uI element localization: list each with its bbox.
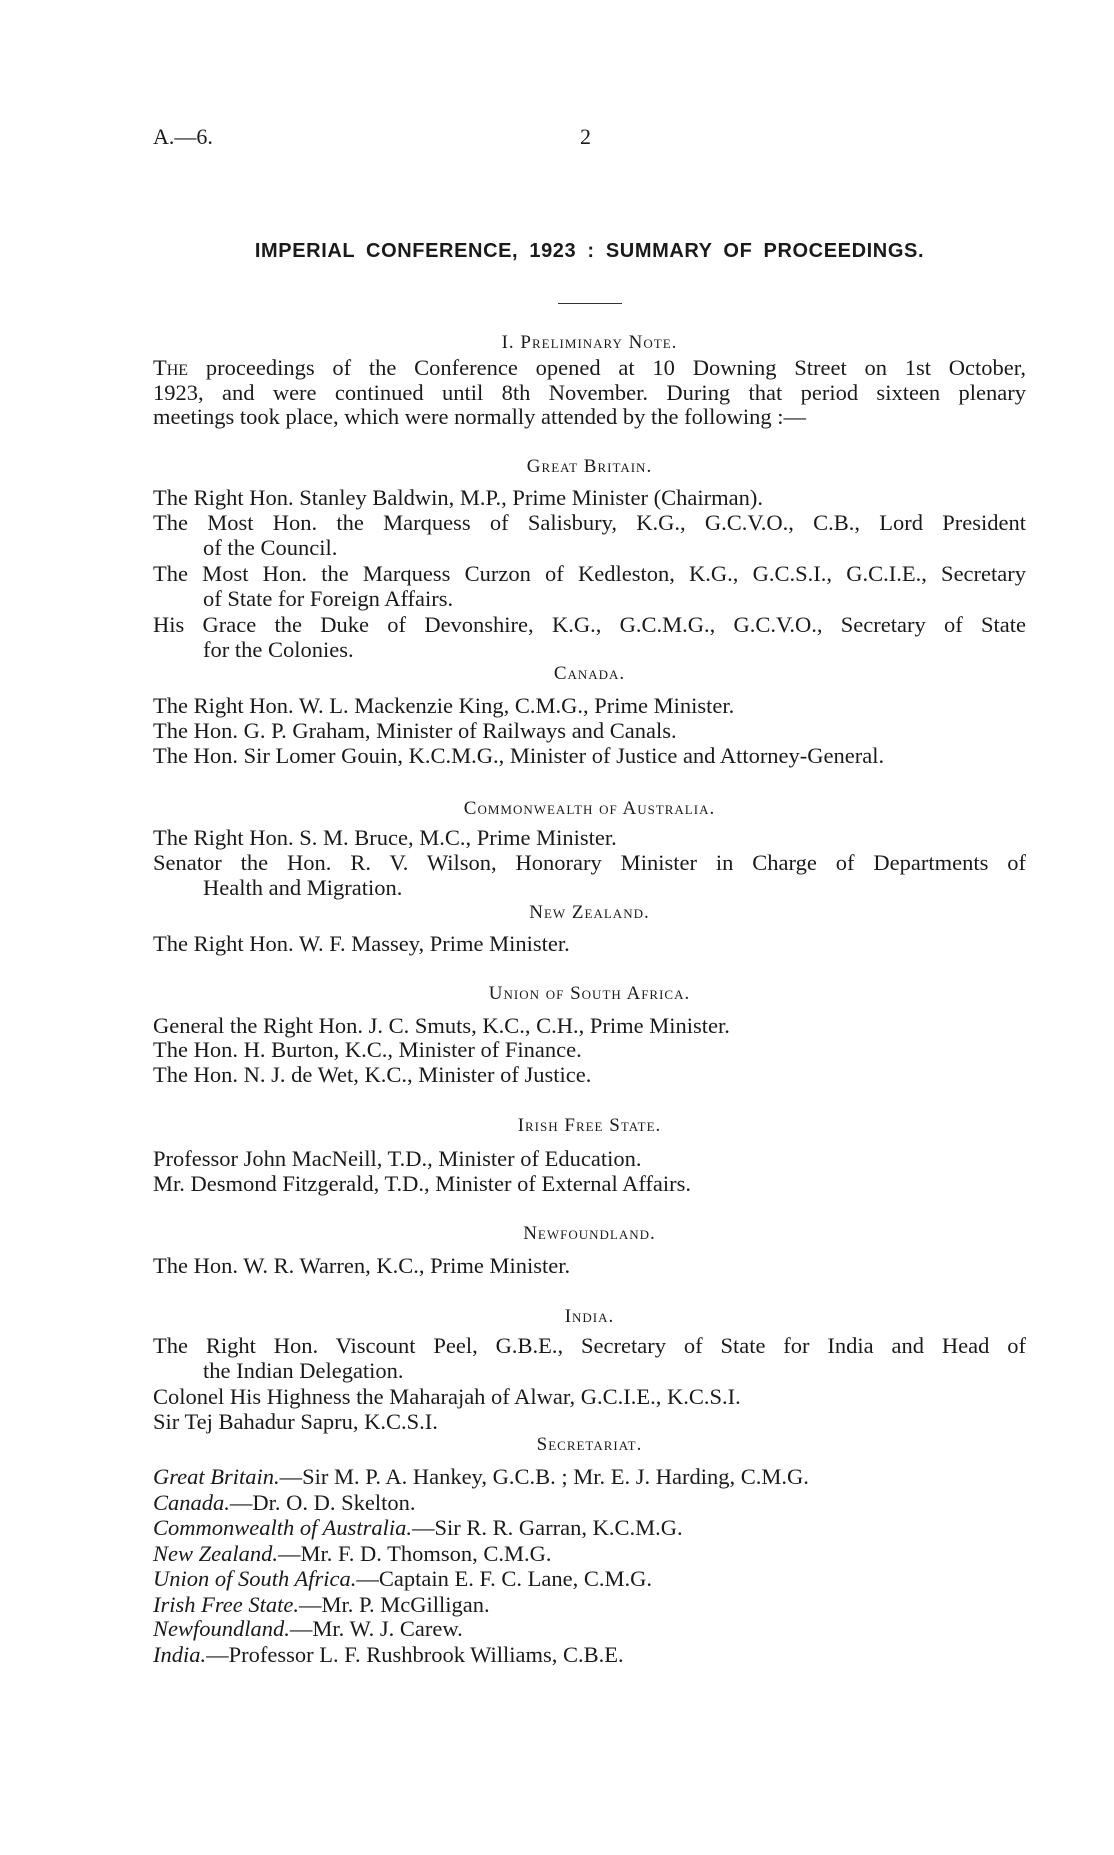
secretariat-country: Great Britain. <box>153 1464 280 1489</box>
secretariat-entry <box>153 1490 1026 1516</box>
secretariat-names: —Sir R. R. Garran, K.C.M.G. <box>411 1515 683 1540</box>
secretariat-entry <box>153 1464 1026 1490</box>
secretariat-names: —Mr. W. J. Carew. <box>289 1616 463 1641</box>
delegation-heading: Irish Free State. <box>517 1115 662 1136</box>
secretariat-country: Canada. <box>153 1490 230 1515</box>
delegate-line: The Hon. W. R. Warren, K.C., Prime Minister. <box>153 1253 571 1278</box>
secretariat-entry <box>153 1566 1026 1592</box>
secretariat-country: Commonwealth of Australia. <box>153 1515 412 1540</box>
delegate-line: The Hon. Sir Lomer Gouin, K.C.M.G., Minister of Justice and Attorney-General. <box>153 743 885 768</box>
delegation-heading: Commonwealth of Australia. <box>463 798 716 819</box>
delegate-line: of the Council. <box>203 535 338 560</box>
secretariat-country: Union of South Africa. <box>153 1566 357 1591</box>
secretariat-names: —Professor L. F. Rushbrook Williams, C.B.E. <box>206 1642 624 1667</box>
secretariat-entry <box>153 1592 1026 1618</box>
delegation-heading: Newfoundland. <box>523 1223 656 1244</box>
delegation-heading: Great Britain. <box>526 456 653 477</box>
delegate-line: the Indian Delegation. <box>203 1358 404 1383</box>
delegate-line: Professor John MacNeill, T.D., Minister of Education. <box>153 1146 642 1171</box>
secretariat-country: Newfoundland. <box>153 1616 290 1641</box>
secretariat-names: —Dr. O. D. Skelton. <box>229 1490 416 1515</box>
secretariat-entry <box>153 1642 1026 1668</box>
delegate-line: His Grace the Duke of Devonshire, K.G., G.C.M.G., G.C.V.O., Secretary of State <box>153 612 1026 637</box>
delegate-line: for the Colonies. <box>203 637 354 662</box>
intro-line <box>153 355 1026 381</box>
intro-line: meetings took place, which were normally attended by the following :— <box>153 404 806 429</box>
delegate-line: Senator the Hon. R. V. Wilson, Honorary Minister in Charge of Departments of <box>153 850 1026 875</box>
delegate-line: The Right Hon. W. L. Mackenzie King, C.M.G., Prime Minister. <box>153 693 735 718</box>
secretariat-country: India. <box>153 1642 207 1667</box>
secretariat-entry <box>153 1515 1026 1541</box>
secretariat-heading: Secretariat. <box>536 1434 643 1455</box>
delegate-line: General the Right Hon. J. C. Smuts, K.C., C.H., Prime Minister. <box>153 1013 730 1038</box>
delegate-line: The Right Hon. Viscount Peel, G.B.E., Secretary of State for India and Head of <box>153 1333 1026 1358</box>
delegation-heading: New Zealand. <box>529 902 650 923</box>
page-title: IMPERIAL CONFERENCE, 1923 : SUMMARY OF PROCEEDINGS. <box>254 240 925 262</box>
secretariat-entry <box>153 1616 1026 1642</box>
delegate-line: The Hon. N. J. de Wet, K.C., Minister of Justice. <box>153 1062 592 1087</box>
delegate-line: The Right Hon. Stanley Baldwin, M.P., Prime Minister (Chairman). <box>153 485 763 510</box>
secretariat-country: Irish Free State. <box>153 1592 300 1617</box>
intro-lead: The <box>153 355 189 380</box>
delegate-line: The Hon. H. Burton, K.C., Minister of Finance. <box>153 1037 582 1062</box>
divider <box>558 303 622 304</box>
secretariat-names: —Mr. F. D. Thomson, C.M.G. <box>278 1541 552 1566</box>
delegate-line: of State for Foreign Affairs. <box>203 586 454 611</box>
secretariat-names: —Mr. P. McGilligan. <box>299 1592 490 1617</box>
delegation-heading: India. <box>564 1306 615 1327</box>
delegate-line: The Most Hon. the Marquess of Salisbury, K.G., G.C.V.O., C.B., Lord President <box>153 510 1026 535</box>
intro-line: 1923, and were continued until 8th November. During that period sixteen plenary <box>153 380 1026 405</box>
secretariat-names: —Sir M. P. A. Hankey, G.C.B. ; Mr. E. J. Harding, C.M.G. <box>279 1464 809 1489</box>
secretariat-names: —Captain E. F. C. Lane, C.M.G. <box>356 1566 653 1591</box>
intro-text: proceedings of the Conference opened at 10 Downing Street on 1st October, <box>205 355 1027 380</box>
page-number: 2 <box>580 124 591 149</box>
document-reference: A.—6. <box>153 124 213 149</box>
delegate-line: The Right Hon. W. F. Massey, Prime Minister. <box>153 931 570 956</box>
secretariat-country: New Zealand. <box>153 1541 279 1566</box>
delegate-line: Sir Tej Bahadur Sapru, K.C.S.I. <box>153 1409 438 1434</box>
delegate-line: The Most Hon. the Marquess Curzon of Kedleston, K.G., G.C.S.I., G.C.I.E., Secretary <box>153 561 1026 586</box>
secretariat-entry <box>153 1541 1026 1567</box>
delegate-line: Health and Migration. <box>203 875 403 900</box>
delegate-line: The Hon. G. P. Graham, Minister of Railways and Canals. <box>153 718 677 743</box>
delegation-heading: Union of South Africa. <box>488 983 691 1004</box>
delegation-heading: Canada. <box>553 663 626 684</box>
section-heading: I. Preliminary Note. <box>501 332 678 353</box>
delegate-line: Colonel His Highness the Maharajah of Alwar, G.C.I.E., K.C.S.I. <box>153 1384 741 1409</box>
delegate-line: The Right Hon. S. M. Bruce, M.C., Prime Minister. <box>153 825 617 850</box>
delegate-line: Mr. Desmond Fitzgerald, T.D., Minister of External Affairs. <box>153 1171 692 1196</box>
